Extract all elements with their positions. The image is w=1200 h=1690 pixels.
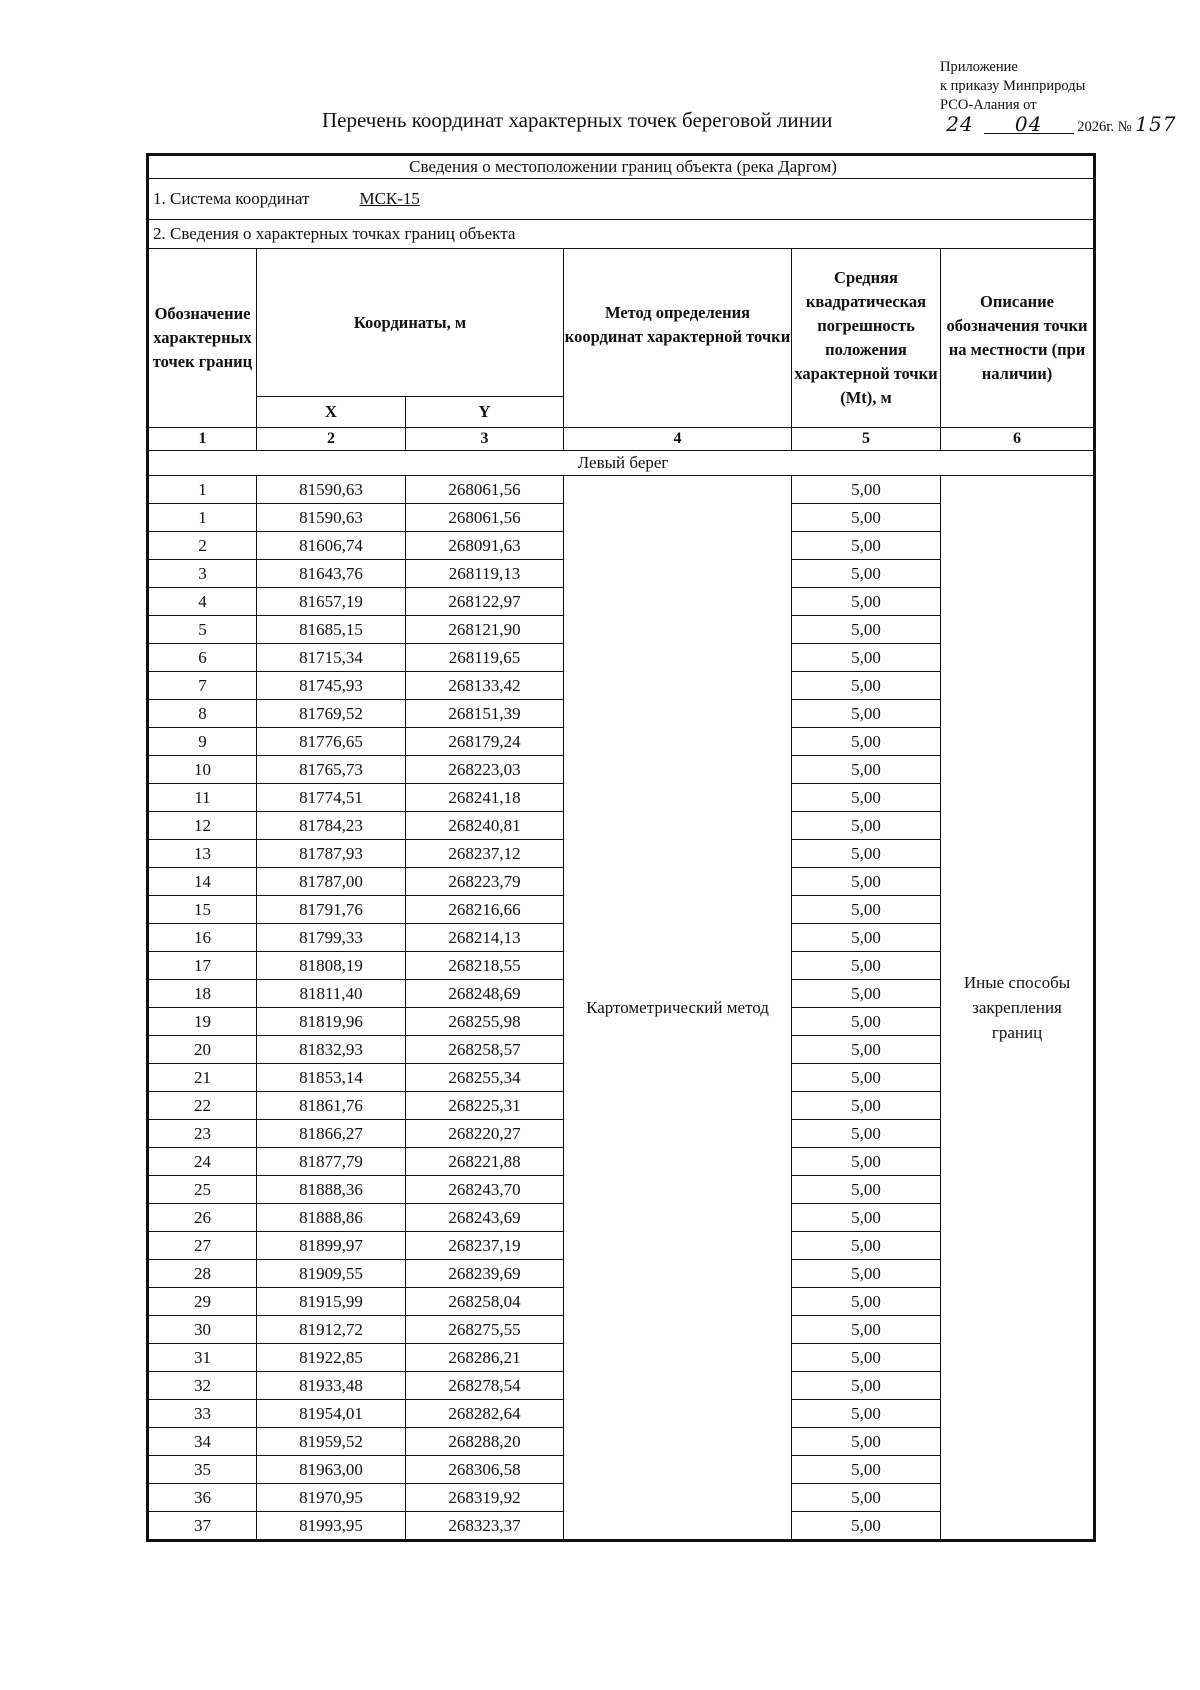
coordinate-y: 268133,42: [406, 672, 564, 700]
error-value: 5,00: [792, 1120, 941, 1148]
coordinate-x: 81861,76: [257, 1092, 406, 1120]
point-number: 15: [149, 896, 257, 924]
coordinate-y: 268239,69: [406, 1260, 564, 1288]
error-value: 5,00: [792, 1008, 941, 1036]
appendix-line-1: Приложение: [940, 59, 1018, 75]
column-number-4: 4: [564, 428, 792, 451]
error-value: 5,00: [792, 588, 941, 616]
point-number: 1: [149, 504, 257, 532]
error-value: 5,00: [792, 1232, 941, 1260]
appendix-block: [940, 58, 1180, 137]
error-value: 5,00: [792, 728, 941, 756]
coordinate-y: 268151,39: [406, 700, 564, 728]
point-number: 17: [149, 952, 257, 980]
coordinate-y: 268243,70: [406, 1176, 564, 1204]
coordinate-x: 81784,23: [257, 812, 406, 840]
coordinate-x: 81590,63: [257, 476, 406, 504]
column-number-3: 3: [406, 428, 564, 451]
error-value: 5,00: [792, 1064, 941, 1092]
coordinate-x: 81776,65: [257, 728, 406, 756]
coordinate-x: 81685,15: [257, 616, 406, 644]
point-number: 20: [149, 1036, 257, 1064]
point-number: 5: [149, 616, 257, 644]
coordinate-y: 268122,97: [406, 588, 564, 616]
method-cell: Картометрический метод: [564, 476, 792, 1540]
appendix-order-number: 157: [1135, 112, 1177, 136]
coordinate-x: 81970,95: [257, 1484, 406, 1512]
coordinate-system-row: [149, 179, 1094, 220]
coordinate-x: 81799,33: [257, 924, 406, 952]
table-row: [149, 476, 1094, 504]
point-number: 21: [149, 1064, 257, 1092]
coordinate-y: 268282,64: [406, 1400, 564, 1428]
coordinate-y: 268218,55: [406, 952, 564, 980]
error-value: 5,00: [792, 476, 941, 504]
error-value: 5,00: [792, 756, 941, 784]
error-value: 5,00: [792, 504, 941, 532]
appendix-date-line: [940, 112, 1180, 137]
coordinate-x: 81819,96: [257, 1008, 406, 1036]
coordinate-x: 81657,19: [257, 588, 406, 616]
error-value: 5,00: [792, 616, 941, 644]
error-value: 5,00: [792, 1456, 941, 1484]
point-number: 36: [149, 1484, 257, 1512]
point-number: 34: [149, 1428, 257, 1456]
error-value: 5,00: [792, 840, 941, 868]
coordinate-x: 81954,01: [257, 1400, 406, 1428]
column-number-5: 5: [792, 428, 941, 451]
error-value: 5,00: [792, 952, 941, 980]
coordinate-y: 268061,56: [406, 476, 564, 504]
point-number: 11: [149, 784, 257, 812]
coordinate-x: 81808,19: [257, 952, 406, 980]
header-point-designation: Обозначение характерных точек границ: [149, 249, 257, 428]
coordinate-x: 81866,27: [257, 1120, 406, 1148]
header-error: Средняя квадратическая погрешность положения характерной точки (Mt), м: [792, 249, 941, 428]
appendix-date-month: 04: [984, 115, 1074, 134]
header-x: X: [257, 397, 406, 428]
point-number: 1: [149, 476, 257, 504]
coordinate-y: 268091,63: [406, 532, 564, 560]
point-number: 28: [149, 1260, 257, 1288]
coordinate-y: 268225,31: [406, 1092, 564, 1120]
coordinate-x: 81774,51: [257, 784, 406, 812]
point-number: 2: [149, 532, 257, 560]
section-title: Сведения о местоположении границ объекта (река Даргом): [149, 156, 1094, 179]
coordinate-y: 268323,37: [406, 1512, 564, 1540]
appendix-date-day: 24: [946, 112, 974, 136]
appendix-line-2: к приказу Минприроды: [940, 78, 1086, 94]
coordinate-y: 268179,24: [406, 728, 564, 756]
point-number: 10: [149, 756, 257, 784]
point-number: 19: [149, 1008, 257, 1036]
coordinate-x: 81993,95: [257, 1512, 406, 1540]
coordinate-y: 268119,65: [406, 644, 564, 672]
coordinate-y: 268216,66: [406, 896, 564, 924]
header-y: Y: [406, 397, 564, 428]
coordinate-x: 81745,93: [257, 672, 406, 700]
coordinates-table: [148, 155, 1094, 1540]
error-value: 5,00: [792, 1428, 941, 1456]
coordinate-system-value: МСК-15: [359, 189, 420, 208]
coordinate-y: 268237,19: [406, 1232, 564, 1260]
error-value: 5,00: [792, 1176, 941, 1204]
coordinate-x: 81832,93: [257, 1036, 406, 1064]
coordinate-x: 81888,36: [257, 1176, 406, 1204]
coordinate-y: 268319,92: [406, 1484, 564, 1512]
error-value: 5,00: [792, 1148, 941, 1176]
error-value: 5,00: [792, 1316, 941, 1344]
coordinate-y: 268241,18: [406, 784, 564, 812]
point-number: 13: [149, 840, 257, 868]
point-number: 7: [149, 672, 257, 700]
error-value: 5,00: [792, 1092, 941, 1120]
coordinate-x: 81590,63: [257, 504, 406, 532]
coordinate-x: 81769,52: [257, 700, 406, 728]
error-value: 5,00: [792, 1512, 941, 1540]
error-value: 5,00: [792, 812, 941, 840]
coordinate-y: 268221,88: [406, 1148, 564, 1176]
point-number: 26: [149, 1204, 257, 1232]
point-number: 18: [149, 980, 257, 1008]
coordinate-y: 268220,27: [406, 1120, 564, 1148]
point-number: 31: [149, 1344, 257, 1372]
point-number: 33: [149, 1400, 257, 1428]
coordinate-x: 81606,74: [257, 532, 406, 560]
error-value: 5,00: [792, 1036, 941, 1064]
appendix-year: 2026г. №: [1077, 119, 1132, 135]
coordinate-x: 81765,73: [257, 756, 406, 784]
coordinate-y: 268061,56: [406, 504, 564, 532]
error-value: 5,00: [792, 1288, 941, 1316]
coordinate-y: 268237,12: [406, 840, 564, 868]
coordinate-x: 81791,76: [257, 896, 406, 924]
coordinate-y: 268288,20: [406, 1428, 564, 1456]
header-description: Описание обозначения точки на местности (при наличии): [941, 249, 1094, 428]
error-value: 5,00: [792, 1204, 941, 1232]
coordinate-y: 268255,34: [406, 1064, 564, 1092]
coordinate-x: 81787,93: [257, 840, 406, 868]
coordinate-y: 268243,69: [406, 1204, 564, 1232]
point-number: 6: [149, 644, 257, 672]
point-number: 8: [149, 700, 257, 728]
coordinate-y: 268258,57: [406, 1036, 564, 1064]
coordinate-y: 268223,03: [406, 756, 564, 784]
coordinate-x: 81888,86: [257, 1204, 406, 1232]
point-number: 30: [149, 1316, 257, 1344]
point-number: 22: [149, 1092, 257, 1120]
coordinate-x: 81963,00: [257, 1456, 406, 1484]
coordinate-x: 81899,97: [257, 1232, 406, 1260]
coordinate-y: 268275,55: [406, 1316, 564, 1344]
coordinate-x: 81909,55: [257, 1260, 406, 1288]
error-value: 5,00: [792, 868, 941, 896]
error-value: 5,00: [792, 644, 941, 672]
points-section-title: 2. Сведения о характерных точках границ объекта: [149, 220, 1094, 249]
error-value: 5,00: [792, 896, 941, 924]
column-number-1: 1: [149, 428, 257, 451]
coordinate-y: 268240,81: [406, 812, 564, 840]
description-cell: Иные способы закрепления границ: [941, 476, 1094, 1540]
point-number: 29: [149, 1288, 257, 1316]
error-value: 5,00: [792, 1260, 941, 1288]
document-title: Перечень координат характерных точек береговой линии: [322, 108, 833, 132]
header-coordinates: Координаты, м: [257, 249, 564, 397]
coordinate-y: 268255,98: [406, 1008, 564, 1036]
bank-label: Левый берег: [149, 451, 1094, 476]
coordinate-x: 81915,99: [257, 1288, 406, 1316]
coordinate-x: 81933,48: [257, 1372, 406, 1400]
error-value: 5,00: [792, 700, 941, 728]
point-number: 4: [149, 588, 257, 616]
column-number-6: 6: [941, 428, 1094, 451]
coordinate-y: 268278,54: [406, 1372, 564, 1400]
point-number: 24: [149, 1148, 257, 1176]
coordinate-y: 268286,21: [406, 1344, 564, 1372]
coordinate-x: 81912,72: [257, 1316, 406, 1344]
coordinate-x: 81643,76: [257, 560, 406, 588]
coordinate-x: 81959,52: [257, 1428, 406, 1456]
coordinate-x: 81853,14: [257, 1064, 406, 1092]
error-value: 5,00: [792, 980, 941, 1008]
error-value: 5,00: [792, 1372, 941, 1400]
coordinate-y: 268248,69: [406, 980, 564, 1008]
point-number: 37: [149, 1512, 257, 1540]
point-number: 14: [149, 868, 257, 896]
error-value: 5,00: [792, 532, 941, 560]
error-value: 5,00: [792, 1484, 941, 1512]
coordinate-y: 268223,79: [406, 868, 564, 896]
coordinate-x: 81877,79: [257, 1148, 406, 1176]
error-value: 5,00: [792, 924, 941, 952]
coordinate-y: 268306,58: [406, 1456, 564, 1484]
coordinate-y: 268119,13: [406, 560, 564, 588]
coordinate-system-label: 1. Система координат: [153, 189, 310, 208]
coordinate-y: 268258,04: [406, 1288, 564, 1316]
coordinate-x: 81787,00: [257, 868, 406, 896]
coordinate-x: 81715,34: [257, 644, 406, 672]
point-number: 23: [149, 1120, 257, 1148]
point-number: 3: [149, 560, 257, 588]
point-number: 9: [149, 728, 257, 756]
point-number: 12: [149, 812, 257, 840]
appendix-line-3: РСО-Алания от: [940, 97, 1037, 113]
point-number: 32: [149, 1372, 257, 1400]
error-value: 5,00: [792, 560, 941, 588]
error-value: 5,00: [792, 1344, 941, 1372]
error-value: 5,00: [792, 1400, 941, 1428]
coordinate-x: 81811,40: [257, 980, 406, 1008]
coordinate-x: 81922,85: [257, 1344, 406, 1372]
point-number: 16: [149, 924, 257, 952]
error-value: 5,00: [792, 672, 941, 700]
error-value: 5,00: [792, 784, 941, 812]
coordinate-y: 268214,13: [406, 924, 564, 952]
point-number: 27: [149, 1232, 257, 1260]
coordinate-y: 268121,90: [406, 616, 564, 644]
header-method: Метод определения координат характерной точки: [564, 249, 792, 428]
column-number-2: 2: [257, 428, 406, 451]
point-number: 25: [149, 1176, 257, 1204]
point-number: 35: [149, 1456, 257, 1484]
